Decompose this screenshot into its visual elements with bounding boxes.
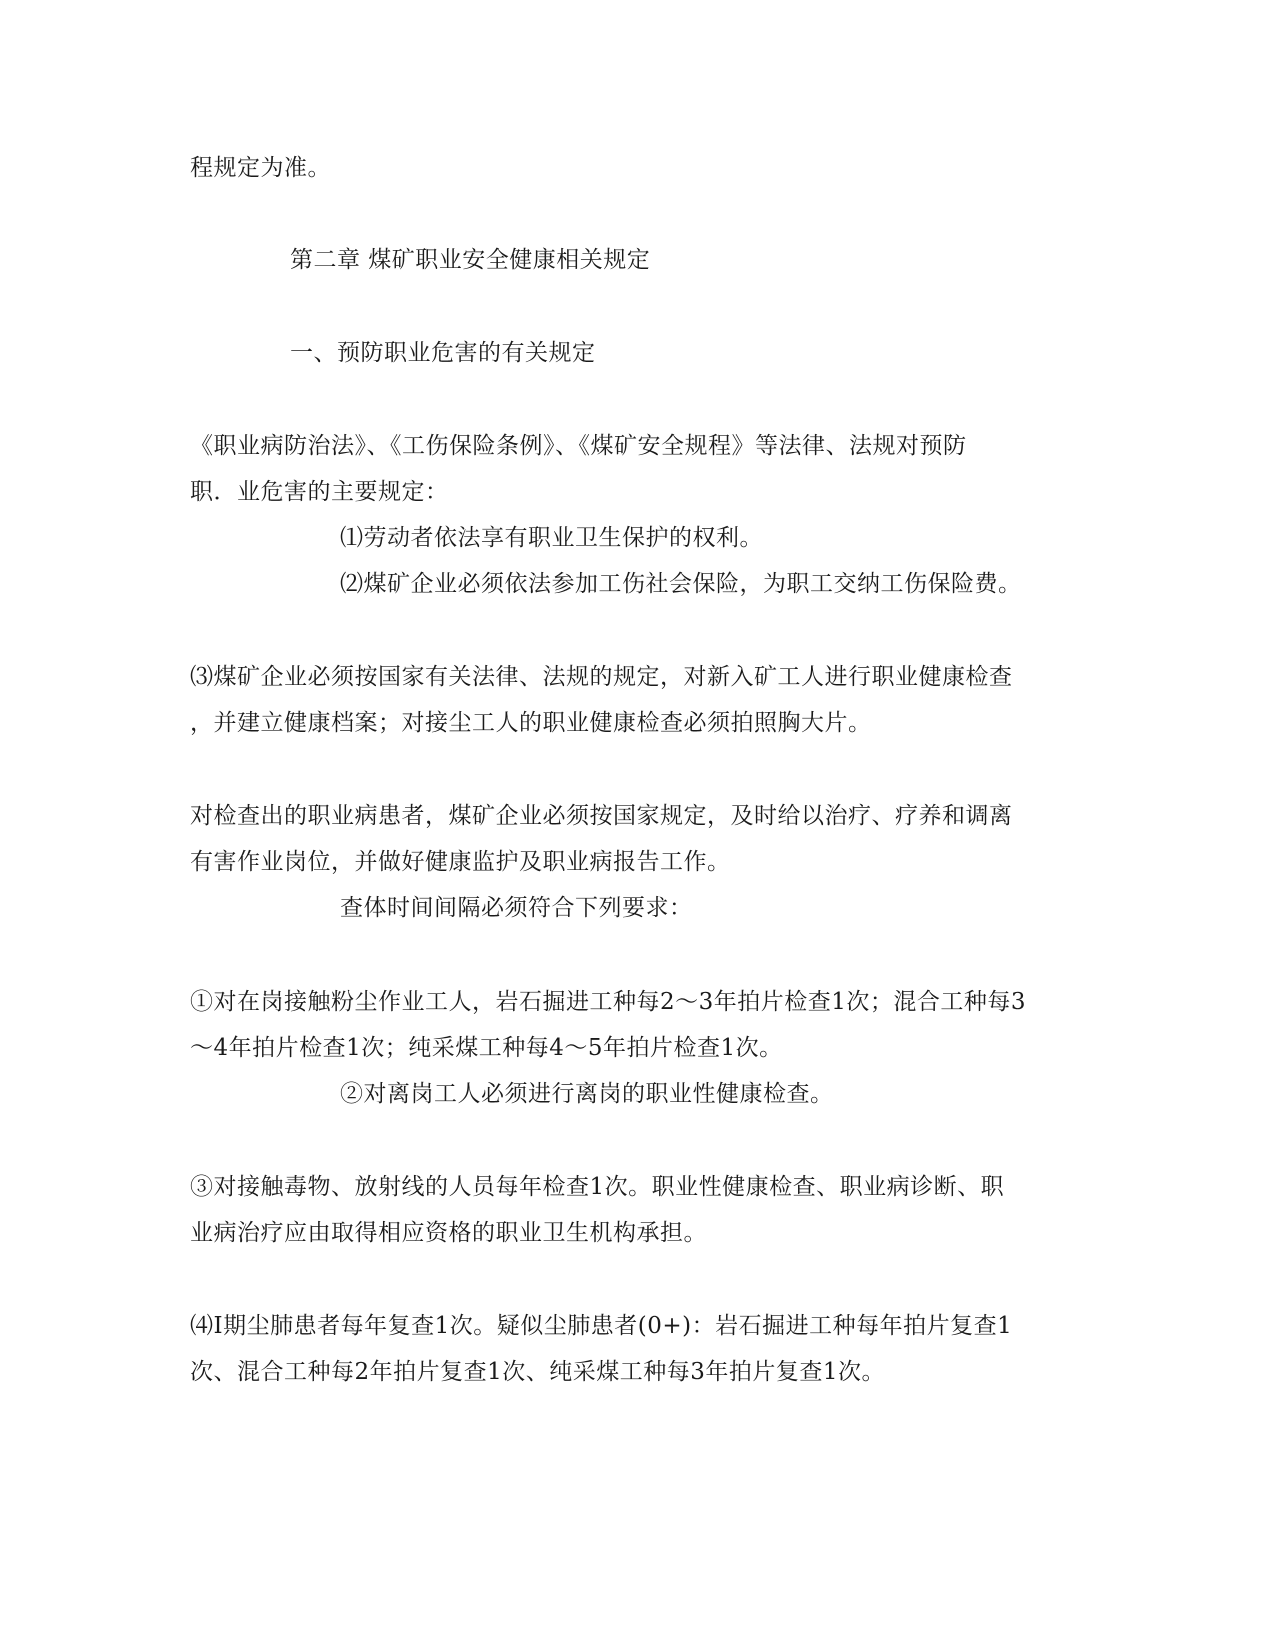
paragraph-line: 有害作业岗位，并做好健康监护及职业病报告工作。 xyxy=(190,849,731,875)
sub-item-3-cont: 业病治疗应由取得相应资格的职业卫生机构承担。 xyxy=(190,1220,707,1246)
chapter-heading: 第二章 煤矿职业安全健康相关规定 xyxy=(290,247,651,273)
sub-item-3: ③对接触毒物、放射线的人员每年检查1次。职业性健康检查、职业病诊断、职 xyxy=(190,1174,1005,1200)
list-item-2: ⑵煤矿企业必须依法参加工伤社会保险，为职工交纳工伤保险费。 xyxy=(340,571,1022,597)
paragraph-line: 职．业危害的主要规定： xyxy=(190,479,449,505)
sub-item-2: ②对离岗工人必须进行离岗的职业性健康检查。 xyxy=(340,1081,834,1107)
sub-item-1-cont: ～4年拍片检查1次；纯采煤工种每4～5年拍片检查1次。 xyxy=(190,1035,783,1061)
paragraph-line: 《职业病防治法》、《工伤保险条例》、《煤矿安全规程》等法律、法规对预防 xyxy=(190,433,967,459)
list-item-1: ⑴劳动者依法享有职业卫生保护的权利。 xyxy=(340,525,763,551)
list-item-3-cont: ，并建立健康档案；对接尘工人的职业健康检查必须拍照胸大片。 xyxy=(190,710,872,736)
sub-item-1: ①对在岗接触粉尘作业工人，岩石掘进工种每2～3年拍片检查1次；混合工种每3 xyxy=(190,989,1027,1015)
list-item-3: ⑶煤矿企业必须按国家有关法律、法规的规定，对新入矿工人进行职业健康检查 xyxy=(190,664,1013,690)
section-heading: 一、预防职业危害的有关规定 xyxy=(290,340,596,366)
list-item-4-cont: 次、混合工种每2年拍片复查1次、纯采煤工种每3年拍片复查1次。 xyxy=(190,1359,886,1385)
text-line-continuation: 程规定为准。 xyxy=(190,155,331,181)
paragraph-line: 查体时间间隔必须符合下列要求： xyxy=(340,895,693,921)
paragraph-line: 对检查出的职业病患者，煤矿企业必须按国家规定，及时给以治疗、疗养和调离 xyxy=(190,803,1013,829)
list-item-4: ⑷I期尘肺患者每年复查1次。疑似尘肺患者(0+)：岩石掘进工种每年拍片复查1 xyxy=(190,1313,1013,1339)
